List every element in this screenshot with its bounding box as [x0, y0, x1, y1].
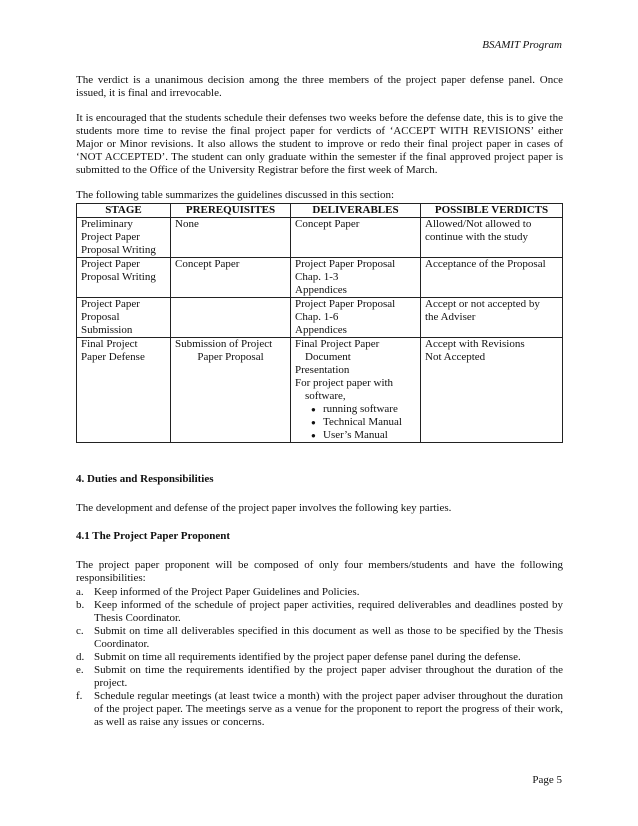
- item-text: Submit on time all requirements identified by the project paper defense panel during the defense.: [94, 651, 521, 663]
- item-text: Submit on time the requirements identified by the project paper adviser throughout the duration of the project.: [94, 664, 563, 689]
- cell-line: Final Project Paper: [295, 338, 380, 350]
- cell-verdicts: [421, 298, 563, 338]
- cell-line: Concept Paper: [175, 258, 240, 270]
- cell-line: Appendices: [295, 324, 347, 336]
- table-row: [77, 258, 563, 298]
- cell-line: Preliminary: [81, 218, 133, 230]
- deliverable-bullet-list: [295, 403, 416, 442]
- cell-line: Accept with Revisions: [425, 338, 525, 350]
- cell-line: Document: [305, 351, 351, 363]
- cell-line: Accept or not accepted by: [425, 298, 540, 310]
- cell-deliverables: [291, 298, 421, 338]
- cell-line: Submission: [81, 324, 133, 336]
- paragraph-encouraged: It is encouraged that the students schedule their defenses two weeks before the defense date, this is to give the students more time to revise the final project paper for verdicts of ‘ACCEPT WITH REVISIONS’ either Major or Minor revisions. It also allows the student to improve or redo their final project paper in cases of ‘NOT ACCEPTED’. The student can only graduate within the semester if the final approved project paper is submitted to the Office of the University Registrar before the first week of March.: [76, 112, 563, 176]
- cell-line: Project Paper Proposal: [295, 298, 396, 310]
- list-item: [76, 586, 563, 599]
- table-row: [77, 338, 563, 443]
- list-item: [76, 625, 563, 651]
- header-stage: STAGE: [77, 204, 171, 218]
- cell-prerequisites: [171, 218, 291, 258]
- cell-line: Project Paper: [81, 231, 140, 243]
- cell-line: software,: [305, 390, 346, 402]
- cell-line: the Adviser: [425, 311, 476, 323]
- paragraph-verdict: The verdict is a unanimous decision among the three members of the project paper defense panel. Once issued, it is final and irrevocable.: [76, 74, 563, 99]
- cell-line: Concept Paper: [295, 218, 360, 230]
- cell-verdicts: [421, 338, 563, 443]
- guidelines-table: [76, 203, 563, 443]
- item-label: b.: [76, 599, 85, 611]
- section-4-intro: The development and defense of the project paper involves the following key parties.: [76, 502, 452, 514]
- item-label: d.: [76, 651, 85, 663]
- item-text: Keep informed of the schedule of project paper activities, required deliverables and deadlines posted by Thesis Coordinator.: [94, 599, 563, 624]
- table-row: [77, 298, 563, 338]
- section-4-1-heading: 4.1 The Project Paper Proponent: [76, 530, 231, 542]
- item-label: c.: [76, 625, 84, 637]
- cell-line: Proposal Writing: [81, 271, 156, 283]
- cell-line: For project paper with: [295, 377, 394, 389]
- cell-line: Allowed/Not allowed to: [425, 218, 532, 230]
- cell-line: Project Paper Proposal: [295, 258, 396, 270]
- cell-line: Chap. 1-6: [295, 311, 339, 323]
- table-row: [77, 218, 563, 258]
- list-item: ● Technical Manual: [311, 416, 416, 429]
- cell-line: Project Paper: [81, 258, 140, 270]
- cell-line: Paper Proposal: [197, 351, 264, 363]
- cell-line: Appendices: [295, 284, 347, 296]
- cell-line: Presentation: [295, 364, 350, 376]
- cell-line: Project Paper: [81, 298, 140, 310]
- item-label: a.: [76, 586, 84, 598]
- list-item: [76, 690, 563, 729]
- cell-deliverables: [291, 338, 421, 443]
- list-item: ● User’s Manual: [311, 429, 416, 442]
- cell-prerequisites: [171, 338, 291, 443]
- item-text: Submit on time all deliverables specified in this document as well as those to be specified by the Thesis Coordinator.: [94, 625, 563, 650]
- page-number: Page 5: [532, 774, 562, 786]
- section-4-heading: 4. Duties and Responsibilities: [76, 473, 214, 485]
- item-label: f.: [76, 690, 83, 702]
- cell-line: Proposal: [81, 311, 120, 323]
- cell-prerequisites: [171, 298, 291, 338]
- cell-line: Final Project: [81, 338, 138, 350]
- paragraph-table-intro: The following table summarizes the guidelines discussed in this section:: [76, 189, 395, 201]
- list-item: [76, 599, 563, 625]
- cell-line: Acceptance of the Proposal: [425, 258, 546, 270]
- cell-stage: [77, 298, 171, 338]
- cell-verdicts: [421, 218, 563, 258]
- cell-stage: [77, 258, 171, 298]
- list-item: [76, 664, 563, 690]
- cell-verdicts: [421, 258, 563, 298]
- cell-line: Proposal Writing: [81, 244, 156, 256]
- cell-stage: [77, 218, 171, 258]
- cell-line: Chap. 1-3: [295, 271, 339, 283]
- table-header-row: [77, 204, 563, 218]
- cell-line: None: [175, 218, 199, 230]
- list-item: ● running software: [311, 403, 416, 416]
- cell-line: Not Accepted: [425, 351, 486, 363]
- item-text: Keep informed of the Project Paper Guidelines and Policies.: [94, 586, 360, 598]
- cell-line: Paper Defense: [81, 351, 145, 363]
- cell-deliverables: [291, 258, 421, 298]
- header-possible-verdicts: POSSIBLE VERDICTS: [421, 204, 563, 218]
- item-text: Schedule regular meetings (at least twice a month) with the project paper adviser throughout the duration of the project paper. The meetings serve as a venue for the proponent to report the progress of their work, as well as raise any issues or concerns.: [94, 690, 563, 728]
- running-header: BSAMIT Program: [482, 39, 562, 51]
- cell-deliverables: [291, 218, 421, 258]
- header-prerequisites: PREREQUISITES: [171, 204, 291, 218]
- cell-line: continue with the study: [425, 231, 528, 243]
- list-item: [76, 651, 563, 664]
- page-content: [76, 74, 563, 729]
- cell-stage: [77, 338, 171, 443]
- responsibilities-list: [76, 586, 563, 729]
- cell-line: Submission of Project: [175, 338, 273, 350]
- item-label: e.: [76, 664, 84, 676]
- cell-prerequisites: [171, 258, 291, 298]
- header-deliverables: DELIVERABLES: [291, 204, 421, 218]
- section-4-1-intro: The project paper proponent will be composed of only four members/students and have the following responsibilities:: [76, 559, 563, 584]
